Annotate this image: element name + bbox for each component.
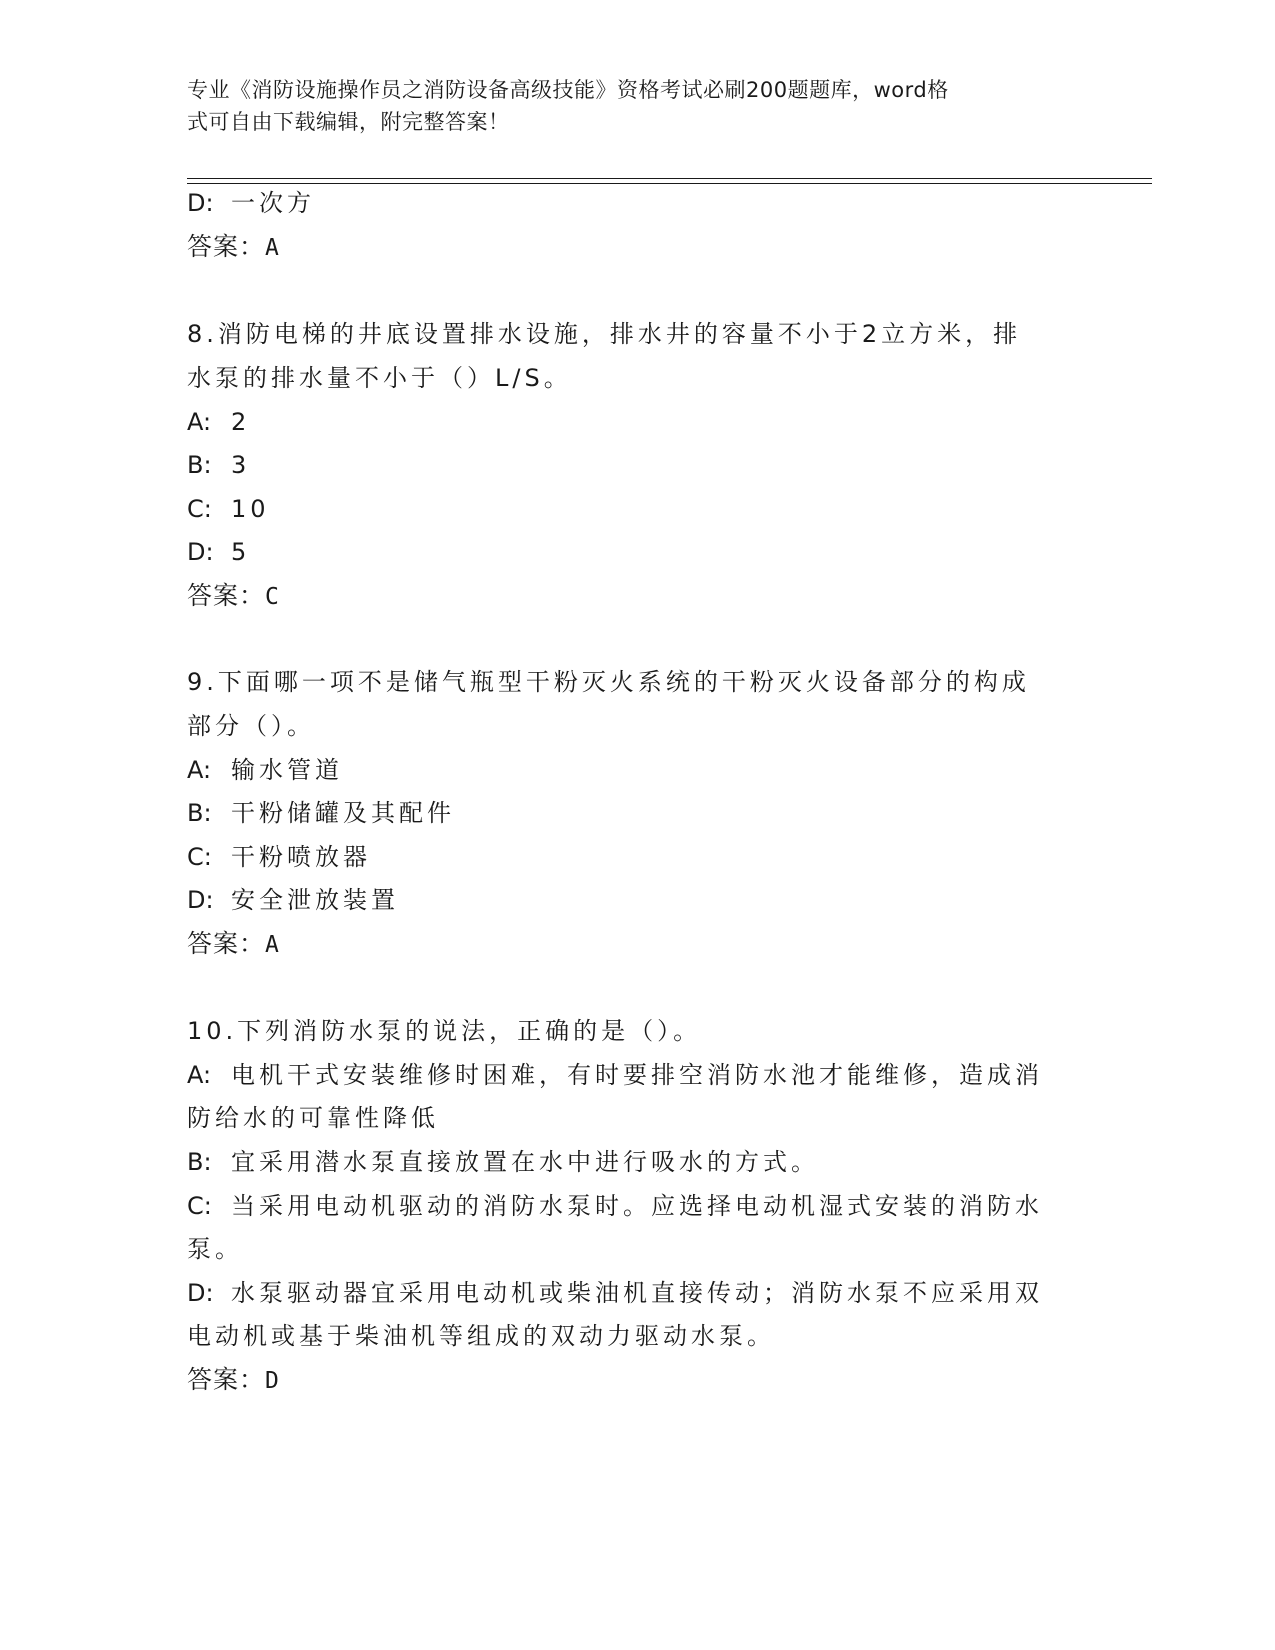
answer-value: D: [265, 1368, 280, 1394]
option-text: 2: [231, 408, 251, 436]
answer-label: 答案：: [187, 232, 266, 261]
option-text: 干粉喷放器: [231, 843, 371, 871]
question-9-answer: [187, 928, 280, 961]
answer-label: 答案：: [187, 1365, 266, 1394]
question-8-stem-line-2: 水泵的排水量不小于（）L/S。: [187, 364, 572, 392]
question-9-option-a: [187, 754, 343, 786]
option-label: C:: [187, 495, 212, 523]
option-text: 输水管道: [231, 756, 343, 784]
question-8-option-c: [187, 493, 270, 525]
option-text: 当采用电动机驱动的消防水泵时。应选择电动机湿式安装的消防水: [231, 1192, 1043, 1220]
option-label: C:: [187, 1192, 212, 1220]
header-divider-top: [187, 178, 1152, 179]
answer-label: 答案：: [187, 581, 266, 610]
answer-value: C: [265, 584, 280, 610]
answer-label: 答案：: [187, 929, 266, 958]
header-divider-bottom: [187, 183, 1152, 184]
option-text: 电机干式安装维修时困难，有时要排空消防水池才能维修，造成消: [231, 1061, 1043, 1089]
option-label: D:: [187, 886, 214, 914]
question-9-stem-line-1: 9.下面哪一项不是储气瓶型干粉灭火系统的干粉灭火设备部分的构成: [187, 668, 1030, 696]
question-9-stem-line-2: 部分（）。: [187, 712, 315, 740]
question-8-option-a: [187, 406, 250, 438]
question-9-option-c: [187, 841, 371, 873]
option-label: A:: [187, 1061, 212, 1089]
option-text: 10: [231, 495, 270, 523]
document-header: [187, 74, 1067, 138]
option-label: D:: [187, 1279, 214, 1307]
question-9-option-b: [187, 797, 455, 829]
question-10-option-d-line-2: 电动机或基于柴油机等组成的双动力驱动水泵。: [187, 1322, 775, 1350]
question-8-stem-line-1: 8.消防电梯的井底设置排水设施，排水井的容量不小于2立方米，排: [187, 320, 1022, 348]
option-label: C:: [187, 843, 212, 871]
option-text: 一次方: [231, 189, 315, 217]
option-text: 干粉储罐及其配件: [231, 799, 455, 827]
option-label: B:: [187, 1148, 212, 1176]
question-10-option-c-line-1: [187, 1190, 1043, 1222]
option-text: 5: [231, 538, 251, 566]
option-label: B:: [187, 799, 212, 827]
question-10-option-a-line-1: [187, 1059, 1043, 1091]
prev-question-answer: [187, 231, 280, 264]
option-label: D:: [187, 189, 214, 217]
question-10-option-c-line-2: 泵。: [187, 1235, 243, 1263]
header-line-1: 专业《消防设施操作员之消防设备高级技能》资格考试必刷200题题库，word格: [187, 78, 949, 102]
option-text: 安全泄放装置: [231, 886, 399, 914]
answer-value: A: [265, 235, 280, 261]
answer-value: A: [265, 932, 280, 958]
option-text: 3: [231, 451, 251, 479]
prev-question-option-d: [187, 187, 315, 219]
option-text: 宜采用潜水泵直接放置在水中进行吸水的方式。: [231, 1148, 819, 1176]
option-label: A:: [187, 756, 212, 784]
question-8-option-d: [187, 536, 250, 568]
header-line-2: 式可自由下载编辑，附完整答案！: [187, 110, 510, 134]
option-label: D:: [187, 538, 214, 566]
question-10-option-d-line-1: [187, 1277, 1043, 1309]
option-label: A:: [187, 408, 212, 436]
question-10-option-a-line-2: 防给水的可靠性降低: [187, 1104, 439, 1132]
question-10-answer: [187, 1364, 280, 1397]
option-label: B:: [187, 451, 212, 479]
question-9-option-d: [187, 884, 399, 916]
question-8-answer: [187, 580, 280, 613]
option-text: 水泵驱动器宜采用电动机或柴油机直接传动；消防水泵不应采用双: [231, 1279, 1043, 1307]
question-10-stem: 10.下列消防水泵的说法，正确的是（）。: [187, 1017, 702, 1045]
question-8-option-b: [187, 449, 250, 481]
question-10-option-b: [187, 1146, 819, 1178]
